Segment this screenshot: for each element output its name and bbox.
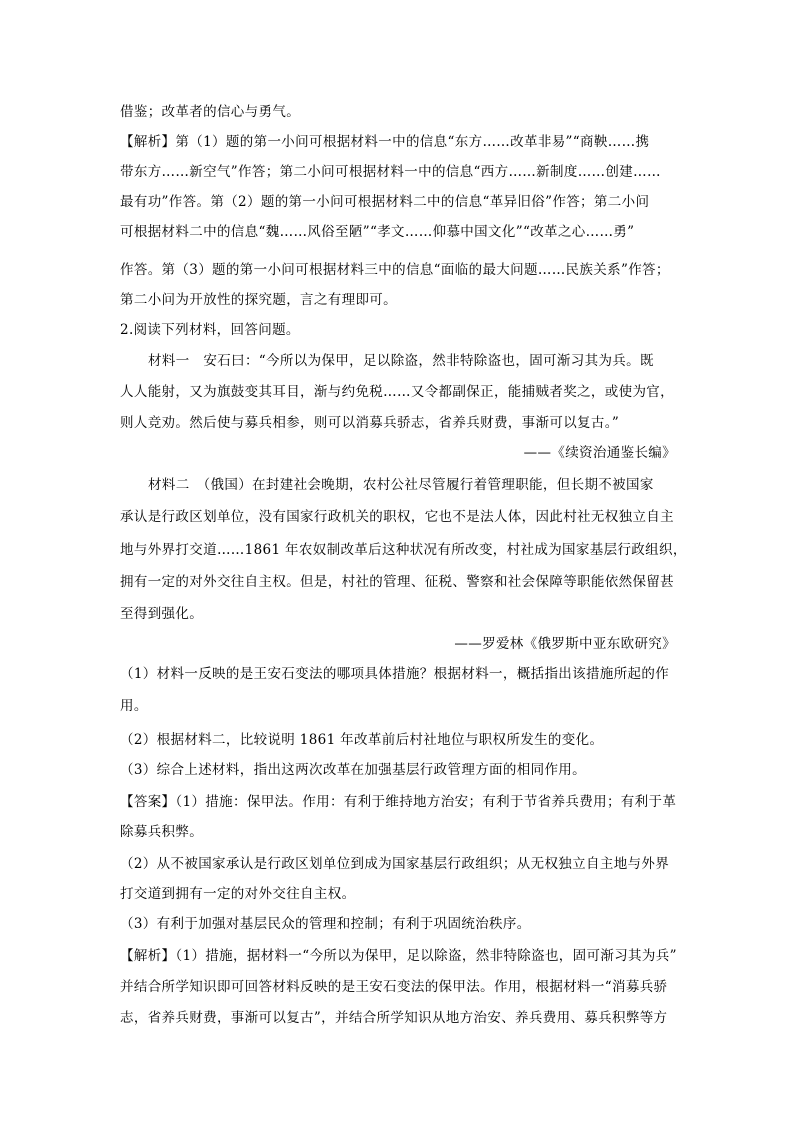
analysis-line: 并结合所学知识即可回答材料反映的是王安石变法的保甲法。作用，根据材料一“消募兵骄 <box>120 979 668 995</box>
answer-line: 打交道到拥有一定的对外交往自主权。 <box>120 886 356 902</box>
sub-question-line: （2）根据材料二，比较说明 1861 年改革前后村社地位与职权所发生的变化。 <box>120 732 604 748</box>
analysis-line: 【解析】第（1）题的第一小问可根据材料一中的信息“东方……改革非易”“商鞅……携 <box>120 134 650 150</box>
answer-line: （3）有利于加强对基层民众的管理和控制；有利于巩固统治秩序。 <box>120 916 531 932</box>
analysis-line: 作答。第（3）题的第一小问可根据材料三中的信息“面临的最大问题……民族关系”作答； <box>120 262 670 278</box>
analysis-line: 志，省养兵财费，事渐可以复古”，并结合所学知识从地方治安、养兵费用、募兵积弊等方 <box>120 1010 668 1026</box>
analysis-line: 【解析】（1）措施，据材料一“今所以为保甲，足以除盗，然非特除盗也，固可渐习其为兵” <box>120 948 677 964</box>
material-one-line: 材料一 安石曰：“今所以为保甲，足以除盗，然非特除盗也，固可渐习其为兵。既 <box>148 353 654 369</box>
material-two-line: 至得到强化。 <box>120 606 204 622</box>
answer-line: 【答案】（1）措施：保甲法。作用：有利于维持地方治安；有利于节省养兵费用；有利于革 <box>120 794 677 810</box>
analysis-line: 最有功”作答。第（2）题的第一小问可根据材料二中的信息“革异旧俗”作答；第二小问 <box>120 194 650 210</box>
material-two-line: 地与外界打交道……1861 年农奴制改革后这种状况有所改变，村社成为国家基层行政组织， <box>120 542 687 558</box>
material-one-line: 人人能射，又为旗鼓变其耳目，渐与约免税……又令都副保正，能捕贼者奖之，或使为官， <box>120 384 674 400</box>
sub-question-line: 用。 <box>120 698 148 714</box>
sub-question-line: （1）材料一反映的是王安石变法的哪项具体措施？根据材料一，概括指出该措施所起的作 <box>120 666 670 682</box>
material-one-line: 则人竞劝。然后使与募兵相参，则可以消募兵骄志，省养兵财费，事渐可以复古。” <box>120 415 620 431</box>
question-heading: 2.阅读下列材料，回答问题。 <box>120 322 300 338</box>
sub-question-line: （3）综合上述材料，指出这两次改革在加强基层行政管理方面的相同作用。 <box>120 762 586 778</box>
answer-line: （2）从不被国家承认是行政区划单位到成为国家基层行政组织；从无权独立自主地与外界 <box>120 856 670 872</box>
material-two-line: 材料二 （俄国）在封建社会晚期，农村公社尽管履行着管理职能，但长期不被国家 <box>148 477 654 493</box>
analysis-line: 可根据材料二中的信息“魏……风俗至陋”“孝文……仰慕中国文化”“改革之心……勇” <box>120 224 635 240</box>
analysis-line: 第二小问为开放性的探究题，言之有理即可。 <box>120 292 397 308</box>
analysis-line: 带东方……新空气”作答；第二小问可根据材料一中的信息“西方……新制度……创建…… <box>120 164 661 180</box>
material-two-source: ——罗爱林《俄罗斯中亚东欧研究》 <box>454 636 676 652</box>
material-two-line: 拥有一定的对外交往自主权。但是，村社的管理、征税、警察和社会保障等职能依然保留甚 <box>120 574 674 590</box>
material-one-source: ——《续资治通鉴长编》 <box>523 445 676 461</box>
material-two-line: 承认是行政区划单位，没有国家行政机关的职权，它也不是法人体，因此村社无权独立自主 <box>120 509 674 525</box>
answer-line: 除募兵积弊。 <box>120 824 204 840</box>
answer-line: 借鉴；改革者的信心与勇气。 <box>120 104 301 120</box>
